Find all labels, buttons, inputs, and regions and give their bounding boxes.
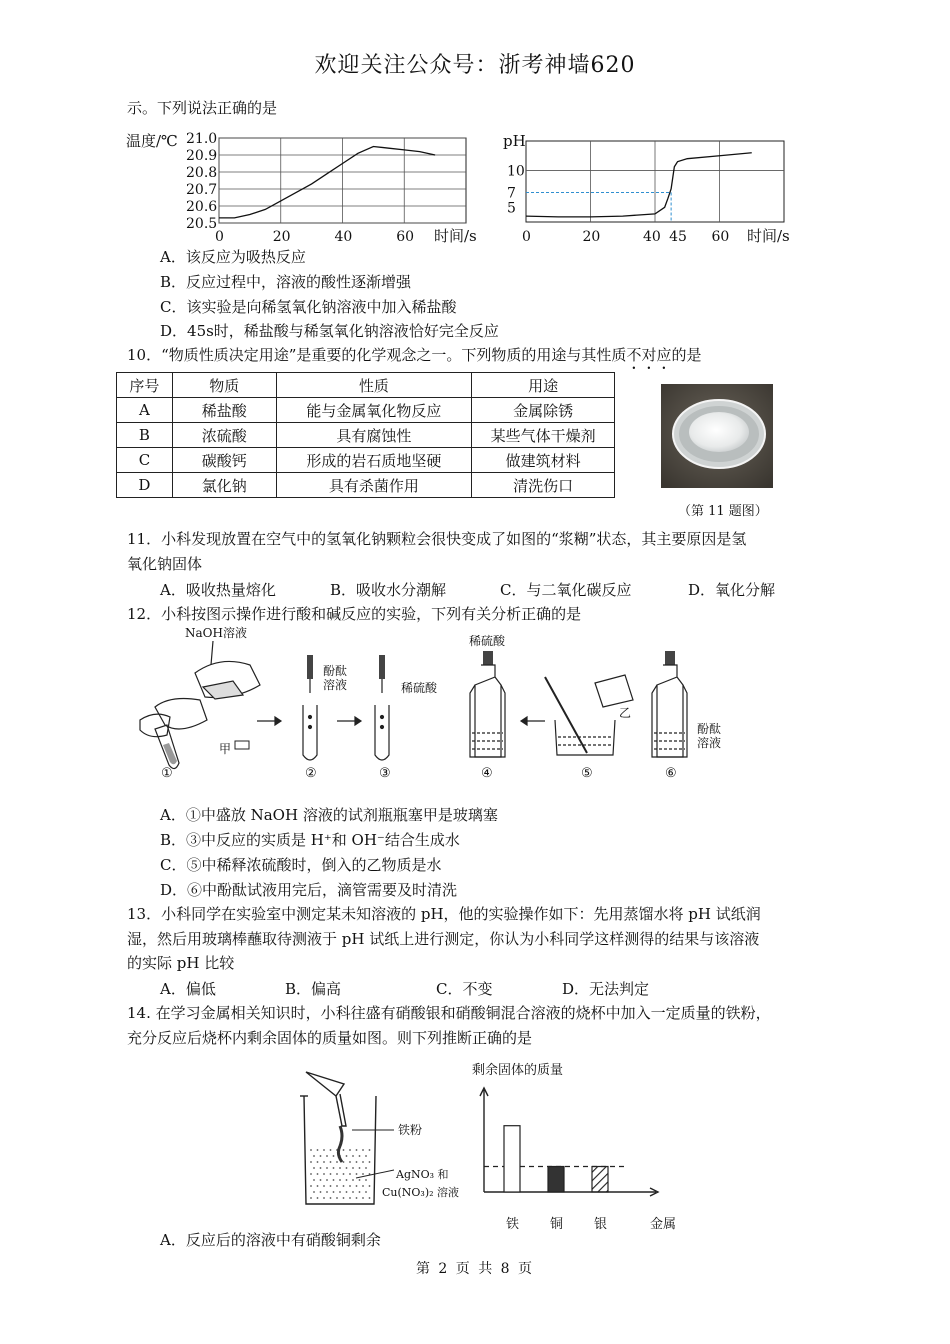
solution-dot <box>326 1179 328 1181</box>
q13-option-d: D．无法判定 <box>562 980 650 998</box>
q9-intro: 示。下列说法正确的是 <box>127 99 278 117</box>
step-label: ④ <box>481 766 493 781</box>
solution-dot <box>349 1197 351 1199</box>
table-header: 性质 <box>276 373 472 398</box>
ph-xlabel: 时间/s <box>747 227 790 245</box>
step3-tube <box>375 655 389 760</box>
table-cell: 做建筑材料 <box>472 448 615 473</box>
q9-option-a: A．该反应为吸热反应 <box>160 248 306 266</box>
temp-yticks <box>186 131 217 232</box>
ph-xtick-label: 45 <box>669 229 687 245</box>
solution-dot <box>359 1179 361 1181</box>
table-cell: D <box>117 473 173 498</box>
solution-dot <box>349 1149 351 1151</box>
temp-grid <box>219 138 466 223</box>
q13-line1: 13．小科同学在实验室中测定某未知溶液的 pH，他的实验操作如下：先用蒸馏水将 pH 试纸润 <box>127 905 761 923</box>
q13-option-c: C．不变 <box>436 980 493 998</box>
solution-dot <box>369 1197 371 1199</box>
temp-series-line <box>219 147 435 218</box>
solution-dot <box>310 1197 312 1199</box>
solution-dot <box>365 1167 367 1169</box>
solution-dot <box>362 1185 364 1187</box>
q12-option-c: C．⑤中稀释浓硫酸时，倒入的乙物质是水 <box>160 856 442 874</box>
bar-category-label: 银 <box>594 1217 608 1232</box>
q14-line2: 充分反应后烧杯内剩余固体的质量如图。则下列推断正确的是 <box>127 1029 533 1047</box>
solution-dot <box>326 1167 328 1169</box>
temp-xtick-label: 60 <box>396 229 415 245</box>
table-cell: 清洗伤口 <box>472 473 615 498</box>
page-header: 欢迎关注公众号：浙考神墙620 <box>314 53 636 78</box>
solution-dot <box>310 1161 312 1163</box>
temp-ytick-label: 20.9 <box>186 148 218 164</box>
solution-dot <box>346 1155 348 1157</box>
q14-line1: 14. 在学习金属相关知识时，小科往盛有硝酸银和硝酸铜混合溶液的烧杯中加入一定质量的铁粉， <box>127 1004 771 1022</box>
sulfuric-label: 稀硫酸 <box>401 681 438 695</box>
table-row <box>117 448 615 473</box>
ph-xtick-label: 0 <box>522 229 531 245</box>
q11-option-a: A．吸收热量熔化 <box>160 581 276 599</box>
solution-dot <box>359 1191 361 1193</box>
solution-dot <box>317 1173 319 1175</box>
solution-dot <box>330 1197 332 1199</box>
solution-dot <box>323 1197 325 1199</box>
q13-line2: 湿，然后用玻璃棒蘸取待测液于 pH 试纸上进行测定，你认为小科同学这样测得的结果与该溶液 <box>127 930 760 948</box>
ph-xtick-label: 40 <box>643 229 661 245</box>
solution-dot <box>336 1185 338 1187</box>
table-cell: A <box>117 398 173 423</box>
solution-dot <box>369 1185 371 1187</box>
table-header: 物质 <box>172 373 276 398</box>
solution-dot <box>356 1149 358 1151</box>
phenol-label-4: 溶液 <box>697 736 722 750</box>
solution-dot <box>310 1173 312 1175</box>
ph-series-line <box>526 153 752 217</box>
ph-reference-lines <box>526 193 671 222</box>
solution-dot <box>330 1149 332 1151</box>
temp-ytick-label: 20.7 <box>186 182 218 198</box>
q11-line2: 氧化钠固体 <box>127 555 203 573</box>
table-cell: 具有杀菌作用 <box>276 473 472 498</box>
solution-dot <box>362 1161 364 1163</box>
bar-ylabel: 剩余固体的质量 <box>472 1063 564 1078</box>
q12-option-b: B．③中反应的实质是 H⁺和 OH⁻结合生成水 <box>160 831 460 849</box>
table-cell: 浓硫酸 <box>172 423 276 448</box>
solution-dot <box>359 1167 361 1169</box>
step-label: ③ <box>379 766 391 781</box>
solution-dot <box>362 1149 364 1151</box>
bar-0 <box>504 1126 520 1192</box>
temp-ytick-label: 20.8 <box>186 165 218 181</box>
solution-dot <box>352 1191 354 1193</box>
solution-dot <box>336 1197 338 1199</box>
solution-dot <box>352 1179 354 1181</box>
temp-ytick-label: 21.0 <box>186 131 218 147</box>
solution-dot <box>369 1149 371 1151</box>
solution-dot <box>336 1173 338 1175</box>
solution-dot <box>343 1161 345 1163</box>
bar-category-labels <box>506 1216 607 1232</box>
solution-dot <box>310 1185 312 1187</box>
solution-dot <box>356 1173 358 1175</box>
solution-dot <box>323 1173 325 1175</box>
naoh-photo <box>661 384 773 488</box>
solution-dot <box>313 1191 315 1193</box>
solution-dot <box>346 1179 348 1181</box>
ph-ylabel: pH <box>503 132 526 150</box>
solution-dot <box>313 1155 315 1157</box>
table-cell: 某些气体干燥剂 <box>472 423 615 448</box>
solution-dot <box>320 1167 322 1169</box>
solution-dot <box>330 1173 332 1175</box>
step-label: ⑥ <box>665 766 677 781</box>
solution-dot <box>369 1161 371 1163</box>
q9-option-b: B．反应过程中，溶液的酸性逐渐增强 <box>160 273 412 291</box>
arrow <box>337 717 361 725</box>
bar-1 <box>548 1167 564 1193</box>
solution-dot <box>333 1155 335 1157</box>
q12-stem: 12．小科按图示操作进行酸和碱反应的实验，下列有关分析正确的是 <box>127 605 582 623</box>
solution-dot <box>323 1161 325 1163</box>
temp-xlabel: 时间/s <box>434 227 477 245</box>
bar-category-label: 铜 <box>550 1217 564 1232</box>
substance-b-label: 乙 <box>619 706 632 720</box>
ph-ytick-label: 10 <box>507 163 525 180</box>
step-label: ① <box>161 766 173 781</box>
solution-dot <box>317 1149 319 1151</box>
table-header: 序号 <box>117 373 173 398</box>
q11-option-c: C．与二氧化碳反应 <box>500 581 632 599</box>
table-cell: B <box>117 423 173 448</box>
ph-ytick-label: 7 <box>507 185 516 202</box>
solution-dot <box>330 1161 332 1163</box>
naoh-label: NaOH溶液 <box>185 626 247 640</box>
solution-dot <box>317 1185 319 1187</box>
bar-2 <box>592 1167 608 1193</box>
solution-dot <box>313 1179 315 1181</box>
solution-dot <box>343 1173 345 1175</box>
table-row <box>117 423 615 448</box>
ph-xtick-label: 60 <box>711 229 730 245</box>
temp-xtick-label: 0 <box>215 229 224 245</box>
q10-property-table <box>116 372 615 498</box>
iron-powder-label: 铁粉 <box>398 1123 423 1137</box>
table-header-row <box>117 373 615 398</box>
q12-experiment-figure <box>125 625 745 785</box>
table-row <box>117 473 615 498</box>
phenol-label-3: 酚酞 <box>697 722 722 736</box>
bottle-stopper-label: 甲 <box>219 742 232 756</box>
temp-ytick-label: 20.6 <box>186 199 218 215</box>
step-label: ⑤ <box>581 766 593 781</box>
beaker <box>300 1072 376 1204</box>
solution-dot <box>326 1155 328 1157</box>
solution-dot <box>352 1167 354 1169</box>
ph-ytick-label: 5 <box>507 200 516 217</box>
temp-xtick-label: 40 <box>334 229 353 245</box>
solution-dot <box>352 1155 354 1157</box>
ph-xticks <box>522 229 729 245</box>
temp-xticks <box>215 229 414 245</box>
table-cell: 稀盐酸 <box>172 398 276 423</box>
phenol-label-1: 酚酞 <box>323 664 348 678</box>
step-label: ② <box>305 766 317 781</box>
q14-option-a: A．反应后的溶液中有硝酸铜剩余 <box>160 1231 381 1249</box>
solution-dot <box>356 1197 358 1199</box>
temp-xtick-label: 20 <box>272 229 291 245</box>
solution-dot <box>365 1155 367 1157</box>
bars <box>504 1126 608 1192</box>
temperature-chart <box>120 124 490 249</box>
q9-option-d: D．45s时，稀盐酸与稀氢氧化钠溶液恰好完全反应 <box>160 322 499 340</box>
table-cell: 能与金属氧化物反应 <box>276 398 472 423</box>
bar-category-label: 铁 <box>506 1217 520 1232</box>
solution-dot <box>323 1185 325 1187</box>
solution-dot <box>330 1185 332 1187</box>
falling-iron-powder <box>338 1126 342 1162</box>
q11-option-b: B．吸收水分潮解 <box>330 581 447 599</box>
solution-dot <box>346 1191 348 1193</box>
q9-option-c: C．该实验是向稀氢氧化钠溶液中加入稀盐酸 <box>160 298 457 316</box>
solution-dot <box>339 1191 341 1193</box>
solution-dot <box>320 1179 322 1181</box>
temp-ytick-label: 20.5 <box>186 216 218 232</box>
q10-stem-end: 的是 <box>671 346 702 364</box>
phenol-label-2: 溶液 <box>323 678 348 692</box>
solution-dot <box>317 1161 319 1163</box>
solution-dot <box>343 1149 345 1151</box>
stopper-shape <box>235 741 249 749</box>
q13-option-a: A．偏低 <box>160 980 216 998</box>
table-header: 用途 <box>472 373 615 398</box>
solution-dot <box>362 1197 364 1199</box>
solution-dot <box>362 1173 364 1175</box>
solution-dot <box>359 1155 361 1157</box>
q12-option-d: D．⑥中酚酞试液用完后，滴管需要及时清洗 <box>160 881 458 899</box>
page-footer: 第 2 页 共 8 页 <box>415 1261 535 1277</box>
step1-pouring <box>140 625 260 769</box>
solution-dot <box>333 1191 335 1193</box>
solution-dot <box>339 1167 341 1169</box>
bar-xlabel: 金属 <box>650 1217 677 1232</box>
solution-dot <box>365 1191 367 1193</box>
solution-dot <box>317 1197 319 1199</box>
ph-yticks <box>507 163 525 216</box>
arrow <box>257 717 281 725</box>
solution-dot <box>356 1185 358 1187</box>
temp-ylabel: 温度/℃ <box>126 132 178 150</box>
solution-dot <box>326 1191 328 1193</box>
solution-dot <box>346 1167 348 1169</box>
solution-label-1: AgNO₃ 和 <box>396 1168 449 1181</box>
table-cell: 氯化钠 <box>172 473 276 498</box>
solution-dot <box>349 1173 351 1175</box>
dilute-sulfuric-label: 稀硫酸 <box>469 634 506 648</box>
solution-dot <box>336 1161 338 1163</box>
step4-bottle <box>470 651 505 757</box>
solution-dot <box>349 1185 351 1187</box>
solution-dot <box>349 1161 351 1163</box>
solution-dot <box>343 1197 345 1199</box>
q13-option-b: B．偏高 <box>285 980 342 998</box>
solution-dot <box>323 1149 325 1151</box>
q12-option-a: A．①中盛放 NaOH 溶液的试剂瓶瓶塞甲是玻璃塞 <box>160 806 498 824</box>
solution-dot <box>313 1167 315 1169</box>
arrow <box>521 717 545 725</box>
table-cell: C <box>117 448 173 473</box>
table-cell: 金属除锈 <box>472 398 615 423</box>
table-cell: 具有腐蚀性 <box>276 423 472 448</box>
solution-dot <box>333 1167 335 1169</box>
solution-dot <box>339 1179 341 1181</box>
q10-stem-emphasis: 不对应 <box>626 346 672 364</box>
q14-bar-chart <box>468 1058 708 1238</box>
solution-dot <box>320 1155 322 1157</box>
q11-option-d: D．氧化分解 <box>688 581 776 599</box>
q14-beaker-figure <box>296 1066 466 1216</box>
ph-chart <box>495 124 805 249</box>
table-row <box>117 398 615 423</box>
step6-bottle <box>652 651 687 757</box>
table-cell: 碳酸钙 <box>172 448 276 473</box>
solution-dot <box>343 1185 345 1187</box>
solution-dot <box>356 1161 358 1163</box>
solution-dot <box>333 1179 335 1181</box>
q11-line1: 11．小科发现放置在空气中的氢氧化钠颗粒会很快变成了如图的“浆糊”状态，其主要原因是氢 <box>127 530 747 548</box>
ph-xtick-label: 20 <box>582 229 601 245</box>
solution-dot <box>310 1149 312 1151</box>
q10-stem <box>127 345 701 373</box>
solution-dot <box>365 1179 367 1181</box>
q10-stem-text: 10．“物质性质决定用途”是重要的化学观念之一。下列物质的用途与其性质 <box>127 346 627 364</box>
solution-dot <box>320 1191 322 1193</box>
solution-label-2: Cu(NO₃)₂ 溶液 <box>382 1186 460 1199</box>
step2-tube <box>303 655 317 760</box>
table-cell: 形成的岩石质地坚硬 <box>276 448 472 473</box>
q13-line3: 的实际 pH 比较 <box>127 954 235 972</box>
photo-caption: （第 11 题图） <box>678 504 768 519</box>
